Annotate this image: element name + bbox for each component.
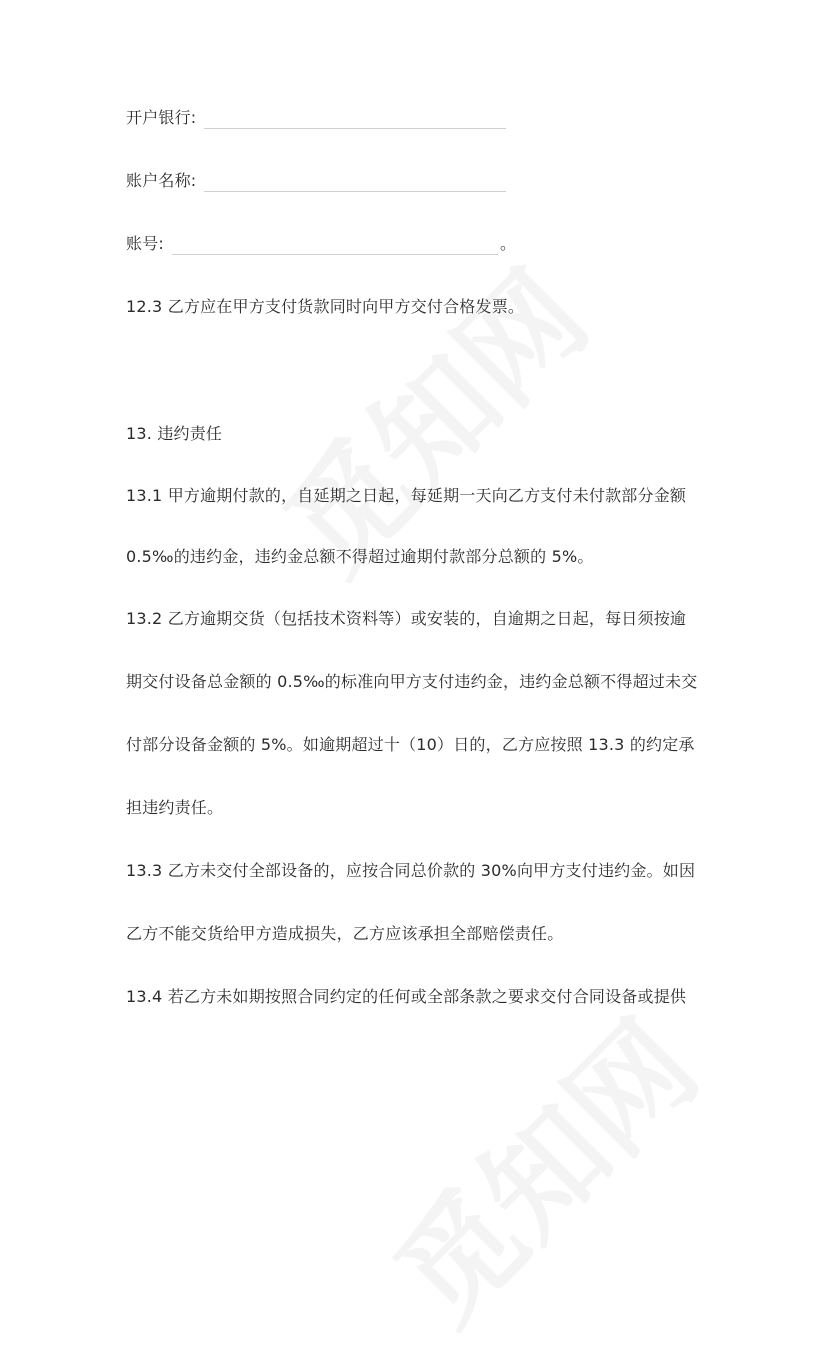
paragraph-13-2-line-3: 付部分设备金额的 5%。如逾期超过十（10）日的，乙方应按照 13.3 的约定承 [126,735,695,754]
account-number-label: 账号: [126,234,164,253]
bank-label: 开户银行: [126,108,197,127]
paragraph-13-1-line-2: 0.5‰的违约金，违约金总额不得超过逾期付款部分总额的 5%。 [126,547,594,566]
paragraph-13-3-line-2: 乙方不能交货给甲方造成损失，乙方应该承担全部赔偿责任。 [126,924,564,943]
account-name-input-blank[interactable] [204,171,506,192]
watermark-bottom [352,978,728,1354]
paragraph-13-1-line-1: 13.1 甲方逾期付款的，自延期之日起，每延期一天向乙方支付未付款部分金额 [126,486,687,505]
paragraph-13-2-line-1: 13.2 乙方逾期交货（包括技术资料等）或安装的，自逾期之日起，每日须按逾 [126,609,687,628]
bank-input-blank[interactable] [204,108,506,129]
account-name-label: 账户名称: [126,171,197,190]
account-name-field-row [126,170,506,192]
paragraph-13-3-line-1: 13.3 乙方未交付全部设备的，应按合同总价款的 30%向甲方支付违约金。如因 [126,861,696,880]
paragraph-13-2-line-2: 期交付设备总金额的 0.5‰的标准向甲方支付违约金，违约金总额不得超过未交 [126,672,698,691]
paragraph-13-4-line-1: 13.4 若乙方未如期按照合同约定的任何或全部条款之要求交付合同设备或提供 [126,987,687,1006]
paragraph-13-2-line-4: 担违约责任。 [126,798,224,817]
paragraph-12-3: 12.3 乙方应在甲方支付货款同时向甲方交付合格发票。 [126,297,525,316]
section-13-heading: 13. 违约责任 [126,424,223,443]
bank-field-row [126,107,506,129]
account-number-input-blank[interactable] [172,234,498,255]
account-number-field-row [126,233,516,255]
account-number-suffix: 。 [500,234,517,253]
